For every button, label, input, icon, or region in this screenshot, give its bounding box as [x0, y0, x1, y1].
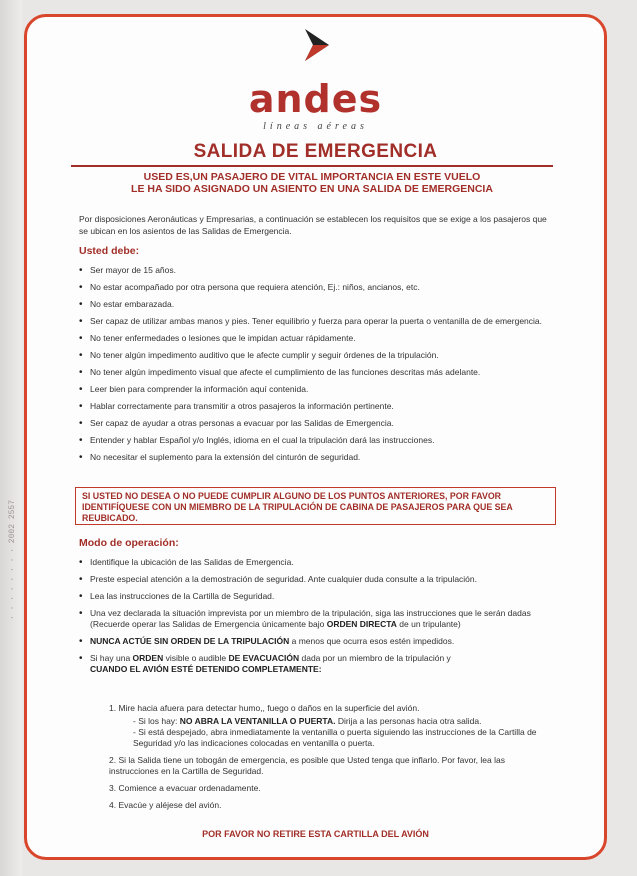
list-item: • No necesitar el suplemento para la extensión del cinturón de seguridad. [79, 452, 557, 463]
text: dada por un miembro de la tripulación y [299, 653, 451, 663]
emphasis: DE EVACUACIÓN [228, 653, 300, 663]
emphasis: NO ABRA LA VENTANILLA O PUERTA. [179, 716, 336, 726]
list-item: • No estar embarazada. [79, 299, 557, 310]
list-item: • Lea las instrucciones de la Cartilla de Seguridad. [79, 591, 557, 602]
scan-edge [0, 0, 22, 876]
text: Si hay una [90, 653, 133, 663]
andes-logo-icon [299, 27, 333, 63]
list-item: • Entender y hablar Español y/o Inglés, idioma en el cual la tripulación dará las instrucciones. [79, 435, 557, 446]
brand-name: andes [248, 77, 383, 121]
list-item [79, 653, 557, 675]
step-1b: - Si está despejado, abra inmediatamente la ventanilla o puerta siguiendo las instrucciones de la Cartilla de Seguridad y/o las indicaciones colocadas en ventanilla o puerta. [133, 727, 537, 748]
logo [27, 27, 604, 68]
step-1: 1. Mire hacia afuera para detectar humo,, fuego o daños en la superficie del avión. [109, 703, 420, 713]
title-divider [71, 165, 553, 167]
list-item [79, 636, 557, 647]
operation-heading: Modo de operación: [79, 537, 179, 549]
list-item: • No estar acompañado por otra persona que requiera atención, Ej.: niños, ancianos, etc. [79, 282, 557, 293]
step-2: 2. Si la Salida tiene un tobogán de emergencia, es posible que Usted tenga que inflarlo. Por favor, lea las instrucciones en la Cartilla de Seguridad. [109, 755, 505, 776]
list-item: • Identifique la ubicación de las Salidas de Emergencia. [79, 557, 557, 568]
operation-list [79, 557, 557, 675]
text: visible o audible [163, 653, 229, 663]
brand-tagline: líneas aéreas [263, 121, 368, 132]
emphasis: ORDEN [132, 653, 164, 663]
emphasis: NUNCA ACTÚE SIN ORDEN DE LA TRIPULACIÓN [90, 636, 290, 646]
subtitle-line-2: LE HA SIDO ASIGNADO UN ASIENTO EN UNA SALIDA DE EMERGENCIA [131, 183, 493, 195]
text: a menos que ocurra esos estén impedidos. [289, 636, 455, 646]
list-item: • Ser capaz de utilizar ambas manos y pies. Tener equilibrio y fuerza para operar la puerta o ventanilla de de emergencia. [79, 316, 557, 327]
evacuation-steps [109, 703, 549, 811]
emphasis: CUANDO EL AVIÓN ESTÉ DETENIDO COMPLETAMENTE: [90, 664, 322, 674]
step-1a [109, 716, 549, 727]
requirements-list [79, 265, 557, 463]
step-3: 3. Comience a evacuar ordenadamente. [109, 783, 261, 793]
requirements-heading: Usted debe: [79, 245, 140, 257]
warning-box: SI USTED NO DESEA O NO PUEDE CUMPLIR ALGUNO DE LOS PUNTOS ANTERIORES, POR FAVOR IDENTIFÍQUESE CON UN MIEMBRO DE LA TRIPULACIÓN DE CABINA DE PASAJEROS PARA QUE SEA REUBICADO. [75, 487, 556, 525]
scan-side-text: · · · · · · · · 2002 2557 [8, 499, 17, 620]
subtitle [67, 171, 557, 195]
intro-paragraph: Por disposiciones Aeronáuticas y Empresarias, a continuación se establecen los requisitos que se exige a los pasajeros que se ubican en los asientos de las Salidas de Emergencia. [79, 214, 547, 236]
list-item: • Hablar correctamente para transmitir a otros pasajeros la información pertinente. [79, 401, 557, 412]
emphasis: ORDEN DIRECTA [326, 619, 397, 629]
list-item [79, 608, 557, 630]
list-item: • No tener enfermedades o lesiones que le impidan actuar rápidamente. [79, 333, 557, 344]
page-title: SALIDA DE EMERGENCIA [193, 141, 438, 162]
text: de un tripulante) [396, 619, 461, 629]
subtitle-line-1: USED ES,UN PASAJERO DE VITAL IMPORTANCIA EN ESTE VUELO [143, 171, 481, 183]
text: Dirija a las personas hacia otra salida. [335, 716, 482, 726]
list-item: • No tener algún impedimento visual que afecte el cumplimiento de las funciones descritas más adelante. [79, 367, 557, 378]
footer-note: POR FAVOR NO RETIRE ESTA CARTILLA DEL AVIÓN [202, 829, 429, 839]
text: Una vez declarada la situación imprevista por un miembro de la tripulación, siga las instrucciones que le serán dadas (Recuerde operar las Salidas de Emergencia únicamente bajo [90, 608, 531, 629]
list-item: • Ser capaz de ayudar a otras personas a evacuar por las Salidas de Emergencia. [79, 418, 557, 429]
step-4: 4. Evacúe y aléjese del avión. [109, 800, 222, 810]
text: - Si los hay: [133, 716, 180, 726]
list-item: • Preste especial atención a la demostración de seguridad. Ante cualquier duda consulte a la tripulación. [79, 574, 557, 585]
emergency-card [24, 14, 607, 860]
list-item: • Leer bien para comprender la información aquí contenida. [79, 384, 557, 395]
list-item: • Ser mayor de 15 años. [79, 265, 557, 276]
list-item: • No tener algún impedimento auditivo que le afecte cumplir y seguir órdenes de la tripulación. [79, 350, 557, 361]
